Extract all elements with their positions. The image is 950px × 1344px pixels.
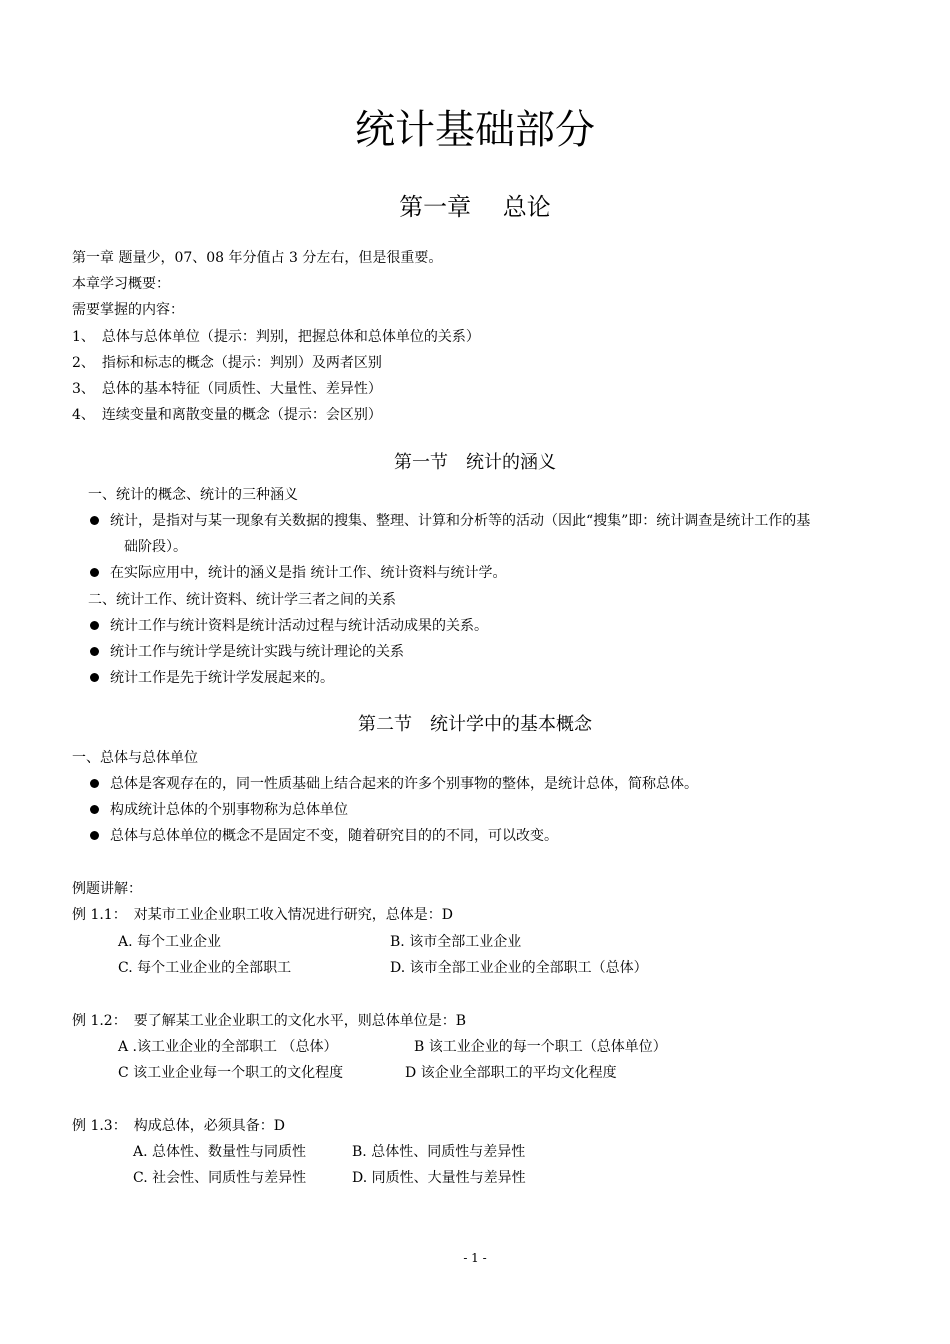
- key-point-2: 2、 指标和标志的概念（提示：判别）及两者区别: [72, 355, 382, 371]
- key-point-4: 4、 连续变量和离散变量的概念（提示：会区别）: [72, 407, 382, 423]
- key-point-3: 3、 总体的基本特征（同质性、大量性、差异性）: [72, 381, 382, 397]
- example-1-option-d: D. 该市全部工业企业的全部职工（总体）: [390, 960, 648, 976]
- intro-line-1: 第一章 题量少，07、08 年分值占 3 分左右，但是很重要。: [72, 250, 443, 266]
- bullet-icon: [90, 647, 99, 656]
- example-2-option-c: C 该工业企业每一个职工的文化程度: [118, 1065, 344, 1081]
- section-1-subheading-2: 二、统计工作、统计资料、统计学三者之间的关系: [88, 592, 396, 608]
- bullet-icon: [90, 831, 99, 840]
- section-1-bullet-1-line-1: 统计，是指对与某一现象有关数据的搜集、整理、计算和分析等的活动（因此“搜集”即：统计调查是统计工作的基: [110, 513, 811, 529]
- chapter-title: 第一章 总论: [399, 193, 551, 221]
- intro-line-2: 本章学习概要：: [72, 276, 170, 292]
- section-1-bullet-5: 统计工作是先于统计学发展起来的。: [110, 670, 334, 686]
- example-1-option-c: C. 每个工业企业的全部职工: [118, 960, 292, 976]
- bullet-icon: [90, 805, 99, 814]
- example-2-question: 例 1.2： 要了解某工业企业职工的文化水平，则总体单位是：B: [72, 1013, 467, 1029]
- document-title: 统计基础部分: [355, 107, 595, 153]
- section-1-bullet-1-line-2: 础阶段）。: [124, 539, 187, 555]
- example-2-option-a: A .该工业企业的全部职工 （总体）: [118, 1039, 338, 1055]
- intro-line-3: 需要掌握的内容：: [72, 302, 184, 318]
- example-3-option-a: A. 总体性、数量性与同质性: [133, 1144, 307, 1160]
- examples-heading: 例题讲解：: [72, 881, 142, 897]
- example-2-option-b: B 该工业企业的每一个职工（总体单位）: [414, 1039, 667, 1055]
- section-2-bullet-3: 总体与总体单位的概念不是固定不变，随着研究目的的不同，可以改变。: [110, 828, 558, 844]
- section-1-bullet-4: 统计工作与统计学是统计实践与统计理论的关系: [110, 644, 404, 660]
- section-1-bullet-3: 统计工作与统计资料是统计活动过程与统计活动成果的关系。: [110, 618, 488, 634]
- page-number: - 1 -: [463, 1251, 487, 1265]
- key-point-1: 1、 总体与总体单位（提示：判别，把握总体和总体单位的关系）: [72, 329, 480, 345]
- section-1-bullet-2: 在实际应用中，统计的涵义是指 统计工作、统计资料与统计学。: [110, 565, 507, 581]
- bullet-icon: [90, 568, 99, 577]
- example-1-option-b: B. 该市全部工业企业: [390, 934, 522, 950]
- section-1-title: 第一节 统计的涵义: [394, 452, 556, 473]
- bullet-icon: [90, 621, 99, 630]
- section-2-bullet-2: 构成统计总体的个别事物称为总体单位: [110, 802, 348, 818]
- example-1-option-a: A. 每个工业企业: [118, 934, 222, 950]
- bullet-icon: [90, 673, 99, 682]
- example-2-option-d: D 该企业全部职工的平均文化程度: [405, 1065, 617, 1081]
- bullet-icon: [90, 779, 99, 788]
- example-1-question: 例 1.1： 对某市工业企业职工收入情况进行研究，总体是：D: [72, 907, 453, 923]
- section-2-bullet-1: 总体是客观存在的，同一性质基础上结合起来的许多个别事物的整体，是统计总体，简称总体。: [110, 776, 698, 792]
- section-2-subheading-1: 一、总体与总体单位: [72, 750, 198, 766]
- section-1-subheading-1: 一、统计的概念、统计的三种涵义: [88, 487, 298, 503]
- section-2-title: 第二节 统计学中的基本概念: [358, 714, 592, 735]
- example-3-option-c: C. 社会性、同质性与差异性: [133, 1170, 307, 1186]
- bullet-icon: [90, 516, 99, 525]
- example-3-question: 例 1.3： 构成总体，必须具备：D: [72, 1118, 285, 1134]
- example-3-option-d: D. 同质性、大量性与差异性: [352, 1170, 526, 1186]
- example-3-option-b: B. 总体性、同质性与差异性: [352, 1144, 526, 1160]
